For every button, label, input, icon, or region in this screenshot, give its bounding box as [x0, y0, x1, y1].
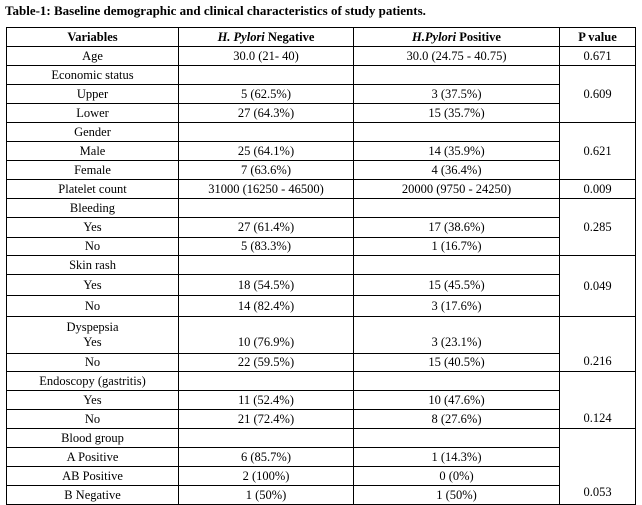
section-label-endoscopy: Endoscopy (gastritis)	[6, 371, 179, 391]
cell-age-pvalue: 0.671	[559, 46, 636, 66]
header-pvalue: P value	[559, 27, 636, 47]
cell-bleeding-no-negative: 5 (83.3%)	[178, 237, 354, 256]
cell-platelet-negative: 31000 (16250 - 46500)	[178, 179, 354, 199]
section-label-blood-group: Blood group	[6, 428, 179, 448]
row-label-dyspepsia-yes: Yes	[83, 335, 102, 349]
header-negative-rest: Negative	[264, 29, 315, 44]
section-label-economic: Economic status	[6, 65, 179, 85]
cell-gender-pvalue: 0.621	[559, 122, 636, 180]
cell-bleeding-pvalue: 0.285	[559, 198, 636, 256]
cell-endoscopy-yes-positive: 10 (47.6%)	[353, 390, 560, 410]
table-caption	[5, 3, 426, 19]
row-label-bleeding-no: No	[6, 237, 179, 256]
cell-skin-yes-positive: 15 (45.5%)	[353, 274, 560, 296]
row-label-platelet: Platelet count	[6, 179, 179, 199]
cell-a-positive-negative: 6 (85.7%)	[178, 447, 354, 467]
row-label-endoscopy-yes: Yes	[6, 390, 179, 410]
row-label-bleeding-yes: Yes	[6, 217, 179, 238]
cell-male-negative: 25 (64.1%)	[178, 141, 354, 161]
cell-bleeding-yes-negative: 27 (61.4%)	[178, 217, 354, 238]
row-label-male: Male	[6, 141, 179, 161]
cell-endoscopy-no-positive: 8 (27.6%)	[353, 409, 560, 429]
cell-b-negative-negative: 1 (50%)	[178, 485, 354, 505]
cell-skin-rash-pvalue: 0.049	[559, 255, 636, 317]
row-label-skin-yes: Yes	[6, 274, 179, 296]
cell-skin-no-negative: 14 (82.4%)	[178, 295, 354, 317]
caption-text: Baseline demographic and clinical characteristics of study patients.	[54, 3, 426, 18]
cell-endoscopy-no-negative: 21 (72.4%)	[178, 409, 354, 429]
section-label-dyspepsia: Dyspepsia	[66, 320, 119, 334]
blank-cell	[353, 428, 560, 448]
cell-male-positive: 14 (35.9%)	[353, 141, 560, 161]
blank-cell	[178, 371, 354, 391]
blank-cell	[353, 198, 560, 218]
cell-female-negative: 7 (63.6%)	[178, 160, 354, 180]
cell-dyspepsia-yes-positive: 3 (23.1%)	[353, 316, 560, 354]
section-label-bleeding: Bleeding	[6, 198, 179, 218]
cell-lower-negative: 27 (64.3%)	[178, 103, 354, 123]
cell-skin-yes-negative: 18 (54.5%)	[178, 274, 354, 296]
blank-cell	[178, 122, 354, 142]
cell-age-negative: 30.0 (21- 40)	[178, 46, 354, 66]
section-label-skin-rash: Skin rash	[6, 255, 179, 275]
row-label-lower: Lower	[6, 103, 179, 123]
cell-dyspepsia-pvalue: 0.216	[559, 316, 636, 372]
blank-cell	[353, 122, 560, 142]
cell-b-negative-positive: 1 (50%)	[353, 485, 560, 505]
cell-economic-pvalue: 0.609	[559, 65, 636, 123]
cell-ab-positive-negative: 2 (100%)	[178, 466, 354, 486]
blank-cell	[353, 65, 560, 85]
cell-endoscopy-yes-negative: 11 (52.4%)	[178, 390, 354, 410]
cell-dyspepsia-yes-negative: 10 (76.9%)	[178, 316, 354, 354]
cell-upper-positive: 3 (37.5%)	[353, 84, 560, 104]
cell-a-positive-positive: 1 (14.3%)	[353, 447, 560, 467]
header-positive-rest: Positive	[456, 29, 501, 44]
blank-cell	[178, 255, 354, 275]
cell-skin-no-positive: 3 (17.6%)	[353, 295, 560, 317]
cell-age-positive: 30.0 (24.75 - 40.75)	[353, 46, 560, 66]
row-label-skin-no: No	[6, 295, 179, 317]
row-label-a-positive: A Positive	[6, 447, 179, 467]
cell-platelet-pvalue: 0.009	[559, 179, 636, 199]
cell-female-positive: 4 (36.4%)	[353, 160, 560, 180]
cell-blood-group-pvalue: 0.053	[559, 428, 636, 505]
blank-cell	[353, 255, 560, 275]
section-label-gender: Gender	[6, 122, 179, 142]
cell-dyspepsia-no-negative: 22 (59.5%)	[178, 353, 354, 372]
caption-label: Table-1:	[5, 3, 51, 18]
row-label-dyspepsia-no: No	[6, 353, 179, 372]
cell-dyspepsia-no-positive: 15 (40.5%)	[353, 353, 560, 372]
blank-cell	[178, 428, 354, 448]
header-positive	[353, 27, 560, 47]
blank-cell	[178, 65, 354, 85]
header-negative	[178, 27, 354, 47]
row-label-upper: Upper	[6, 84, 179, 104]
blank-cell	[178, 198, 354, 218]
cell-upper-negative: 5 (62.5%)	[178, 84, 354, 104]
header-positive-italic: H.Pylori	[412, 29, 457, 44]
row-label-female: Female	[6, 160, 179, 180]
cell-lower-positive: 15 (35.7%)	[353, 103, 560, 123]
row-label-b-negative: B Negative	[6, 485, 179, 505]
cell-ab-positive-positive: 0 (0%)	[353, 466, 560, 486]
row-label-age: Age	[6, 46, 179, 66]
cell-platelet-positive: 20000 (9750 - 24250)	[353, 179, 560, 199]
cell-bleeding-yes-positive: 17 (38.6%)	[353, 217, 560, 238]
header-negative-italic: H. Pylori	[217, 29, 265, 44]
row-label-ab-positive: AB Positive	[6, 466, 179, 486]
characteristics-table	[6, 27, 636, 505]
cell-endoscopy-pvalue: 0.124	[559, 371, 636, 429]
row-label-endoscopy-no: No	[6, 409, 179, 429]
blank-cell	[353, 371, 560, 391]
cell-bleeding-no-positive: 1 (16.7%)	[353, 237, 560, 256]
dyspepsia-block	[6, 316, 179, 354]
header-variables: Variables	[6, 27, 179, 47]
